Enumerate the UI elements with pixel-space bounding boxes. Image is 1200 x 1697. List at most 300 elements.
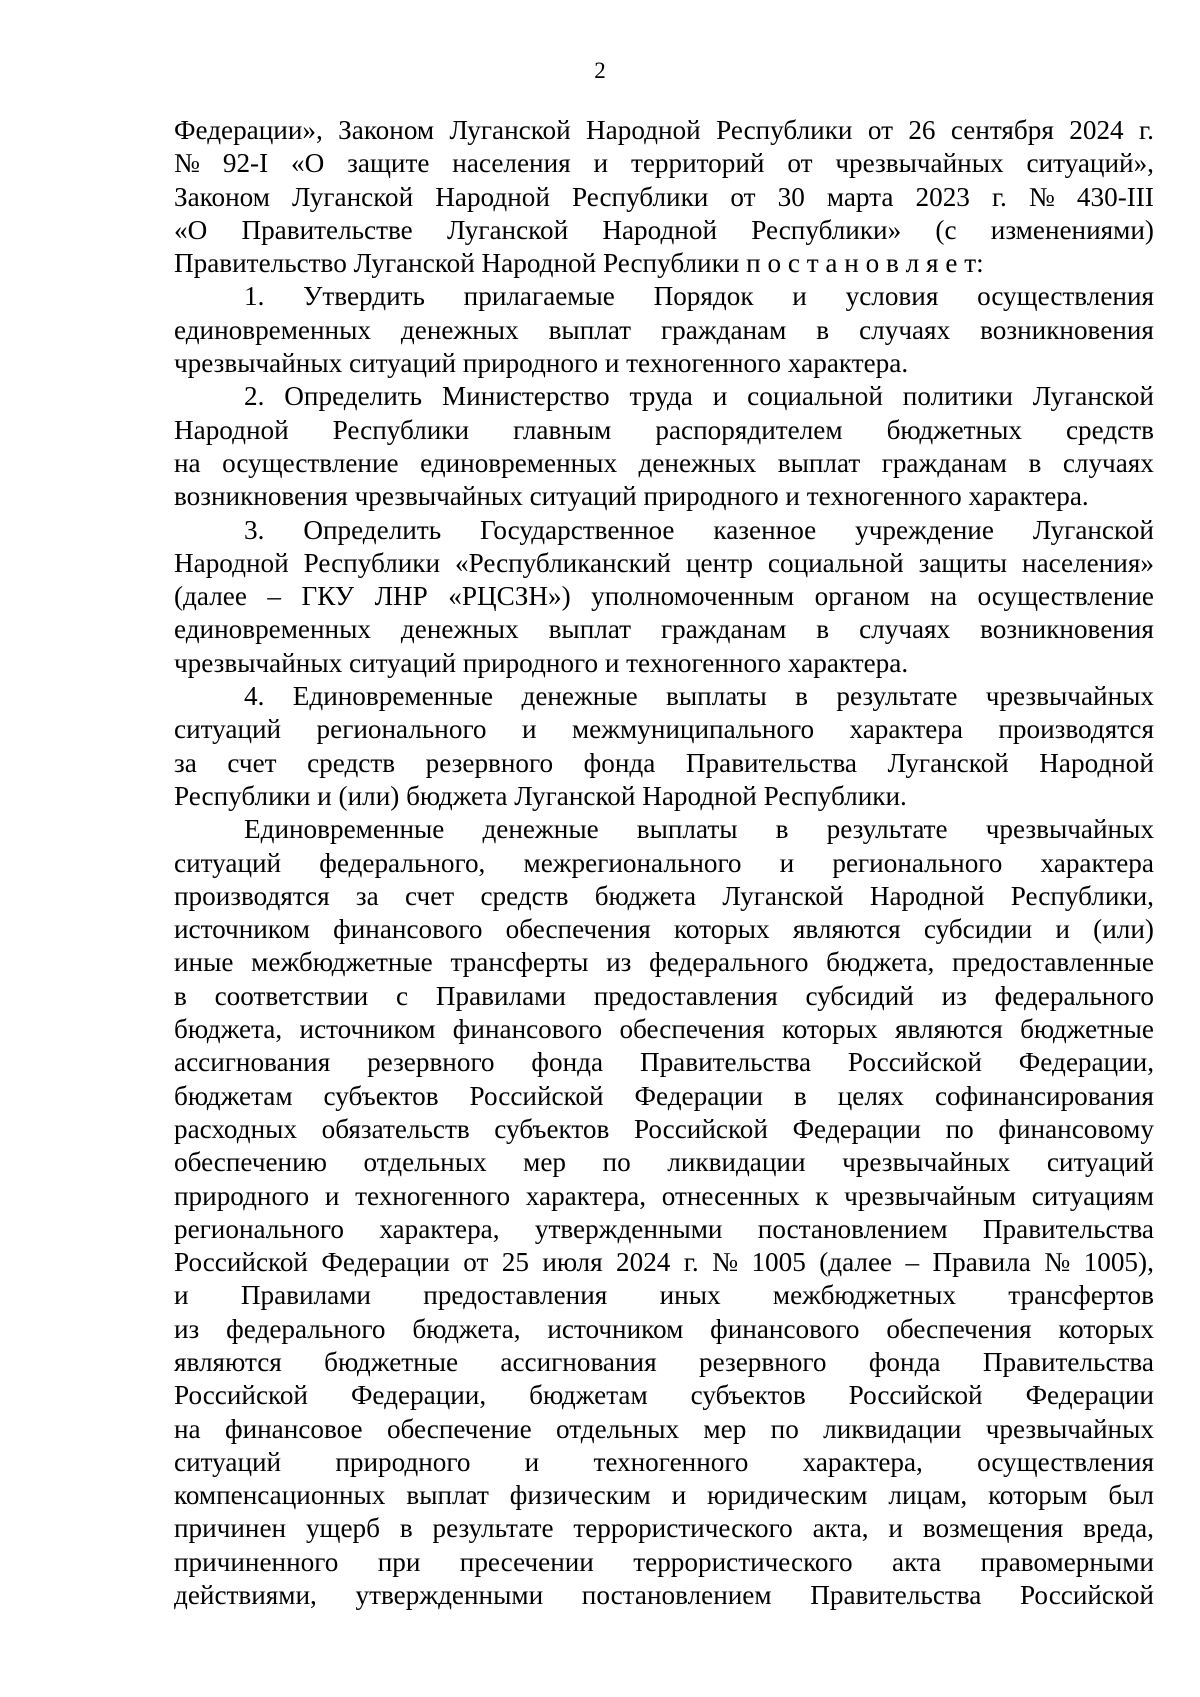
word: ликвидации: [667, 1147, 806, 1178]
word: регионального: [832, 847, 1003, 878]
word: предоставления: [423, 1280, 608, 1311]
word: чрезвычайных: [985, 814, 1154, 845]
word: 1005: [751, 1247, 806, 1278]
word: ЛНР: [374, 581, 428, 612]
word: Правилами: [435, 980, 566, 1011]
text-line: [174, 1113, 1154, 1146]
word: случаях: [859, 314, 951, 345]
word: финансового: [333, 914, 483, 945]
word: трансфертов: [1008, 1280, 1154, 1311]
word: Народной: [1039, 747, 1154, 778]
word: обеспечения: [505, 914, 651, 945]
word: межмуниципального: [571, 714, 815, 745]
word: «Республиканский: [454, 547, 671, 578]
word: –: [267, 581, 281, 612]
word: субъектов: [323, 1080, 439, 1111]
word: Утвердить: [303, 281, 425, 312]
word: возникновения: [980, 314, 1154, 345]
word: результате: [836, 681, 958, 712]
word: межбюджетные: [251, 947, 433, 978]
word: обязательств: [321, 1113, 470, 1144]
word: защите: [347, 148, 430, 179]
word: средств: [307, 747, 396, 778]
text-line: [174, 414, 1154, 447]
word: 3.: [244, 514, 265, 545]
word: природного: [335, 1446, 471, 1477]
word: межбюджетных: [772, 1280, 956, 1311]
word: выплат: [548, 614, 632, 645]
word: Народной: [174, 547, 289, 578]
word: из: [606, 947, 632, 978]
word: постановлением: [581, 1580, 772, 1611]
word: Луганской: [1032, 381, 1154, 412]
word: ущерб: [305, 1513, 380, 1544]
word: источником: [547, 1313, 684, 1344]
word: в: [795, 681, 808, 712]
word: результате: [826, 814, 948, 845]
word: от: [730, 181, 756, 212]
word: и: [521, 714, 537, 745]
text-line: [174, 1413, 1154, 1446]
word: Законом: [174, 181, 270, 212]
text-line: [174, 747, 1154, 780]
word: 2.: [244, 381, 265, 412]
word: обеспечение: [386, 1413, 532, 1444]
word: Луганской: [449, 115, 571, 145]
word: 2024: [616, 1247, 671, 1278]
word: результате: [432, 1513, 554, 1544]
word: юридическим: [707, 1480, 868, 1511]
word: федерального: [649, 947, 809, 978]
word: возмещения: [922, 1513, 1064, 1544]
word: территорий: [630, 148, 765, 179]
word: и: [1055, 914, 1070, 945]
text-line: [174, 613, 1154, 646]
word: источником: [174, 914, 310, 945]
word: Правила: [932, 1247, 1031, 1278]
word: чрезвычайных: [842, 1147, 1011, 1178]
word: гражданам: [661, 314, 787, 345]
word: и: [524, 1446, 540, 1477]
word: техногенного: [593, 1446, 749, 1477]
word: и: [671, 1480, 687, 1511]
word: №: [174, 148, 200, 179]
word: 26: [908, 115, 936, 145]
text-line: [174, 1512, 1154, 1545]
word: труда: [629, 381, 693, 412]
word: осуществления: [977, 1446, 1154, 1477]
word: выплат: [406, 1480, 489, 1511]
word: Республики,: [1010, 880, 1154, 911]
word: за: [355, 880, 379, 911]
word: ситуаций»,: [1026, 148, 1154, 179]
word: Республики: [303, 547, 440, 578]
word: которых: [1058, 1313, 1154, 1344]
word: г.: [991, 181, 1007, 212]
word: которым: [988, 1480, 1088, 1511]
word: чрезвычайных: [985, 681, 1154, 712]
word: Луганской: [1032, 514, 1154, 545]
word: Луганской: [446, 214, 569, 245]
text-line: возникновения чрезвычайных ситуаций природного и техногенного характера.: [174, 481, 1089, 512]
text-line: [174, 980, 1154, 1013]
word: счет: [227, 747, 277, 778]
word: регионального: [174, 1213, 344, 1244]
word: 430-III: [1076, 181, 1154, 212]
word: единовременных: [420, 447, 618, 478]
word: отнесенных: [661, 1180, 800, 1211]
word: –: [905, 1247, 920, 1278]
word: чрезвычайных: [835, 148, 1004, 179]
word: Государственное: [480, 514, 675, 545]
word: утвержденными: [355, 1580, 544, 1611]
word: Федерации: [321, 1247, 450, 1278]
word: Законом: [338, 115, 435, 145]
word: Российской: [1019, 1580, 1154, 1611]
word: г.: [683, 1247, 699, 1278]
word: (с: [935, 214, 957, 245]
word: по: [770, 1413, 799, 1444]
text-line: [174, 547, 1154, 580]
word: изменениями): [990, 214, 1154, 245]
word: пресечении: [459, 1546, 594, 1577]
word: бюджетам: [529, 1380, 648, 1411]
word: (далее: [819, 1247, 893, 1278]
word: на: [930, 581, 958, 612]
word: выплаты: [636, 814, 738, 845]
text-line: [174, 1080, 1154, 1113]
word: №: [1044, 1247, 1071, 1278]
word: главным: [513, 414, 612, 445]
word: и: [888, 1513, 903, 1544]
word: из: [941, 980, 967, 1011]
word: июля: [542, 1247, 603, 1278]
word: Республики: [571, 181, 709, 212]
word: бюджетных: [886, 414, 1022, 445]
word: в: [174, 980, 187, 1011]
text-line: [174, 580, 1154, 613]
word: денежных: [400, 614, 519, 645]
word: отдельных: [556, 1413, 680, 1444]
page-number: 2: [594, 58, 606, 83]
word: 30: [777, 181, 805, 212]
word: учреждение: [855, 514, 994, 545]
word: отдельных: [363, 1147, 487, 1178]
word: денежные: [482, 814, 599, 845]
word: которых: [781, 1014, 878, 1045]
word: межрегионального: [523, 847, 742, 878]
word: 1.: [244, 281, 265, 312]
word: Определить: [303, 514, 442, 545]
word: Федерации»,: [174, 115, 323, 145]
word: являются: [792, 914, 901, 945]
word: выплат: [548, 314, 632, 345]
word: федерального,: [319, 847, 486, 878]
word: Народной: [174, 414, 289, 445]
word: лицам,: [888, 1480, 968, 1511]
word: Российской: [633, 1113, 768, 1144]
word: федерального: [994, 980, 1154, 1011]
word: в: [816, 314, 830, 345]
word: резервного: [367, 1047, 495, 1078]
text-line: [174, 1279, 1154, 1312]
text-line: [174, 314, 1154, 347]
word: в: [399, 1513, 413, 1544]
word: характера: [849, 714, 963, 745]
word: гражданам: [661, 614, 787, 645]
word: финансового: [710, 1313, 860, 1344]
word: осуществление: [977, 581, 1154, 612]
word: мер: [703, 1413, 747, 1444]
word: ассигнования: [500, 1346, 657, 1377]
text-line: [174, 1046, 1154, 1079]
text-line: [174, 713, 1154, 746]
text-line: [174, 1013, 1154, 1046]
word: чрезвычайных: [985, 1413, 1154, 1444]
word: г.: [1139, 115, 1154, 145]
word: бюджета,: [826, 947, 935, 978]
word: «РЦСЗН»): [448, 581, 571, 612]
word: Правительства: [639, 1047, 812, 1078]
word: и: [324, 1180, 340, 1211]
word: был: [1108, 1480, 1154, 1511]
word: характера,: [802, 1446, 923, 1477]
text-line: [174, 1246, 1154, 1279]
word: мер: [523, 1147, 566, 1178]
text-line: [174, 1346, 1154, 1379]
word: условия: [845, 281, 939, 312]
word: фонда: [868, 1346, 941, 1377]
text-line: [174, 280, 1154, 313]
word: Российской: [847, 1047, 982, 1078]
text-line: [174, 1180, 1154, 1213]
word: осуществления: [977, 281, 1154, 312]
word: 25: [501, 1247, 529, 1278]
word: средств: [1065, 414, 1154, 445]
word: возникновения: [980, 614, 1154, 645]
text-line: [174, 847, 1154, 880]
word: казенное: [713, 514, 817, 545]
word: характера,: [379, 1213, 500, 1244]
word: субсидии: [923, 914, 1033, 945]
word: предоставления: [593, 980, 778, 1011]
word: осуществление: [222, 447, 399, 478]
word: по: [602, 1147, 631, 1178]
word: действиями,: [174, 1580, 317, 1611]
word: прилагаемые: [463, 281, 615, 312]
text-line: [174, 813, 1154, 846]
word: защиты: [918, 547, 1008, 578]
word: Народной: [602, 214, 717, 245]
word: причиненного: [174, 1546, 339, 1577]
word: по: [945, 1113, 974, 1144]
word: (или): [1093, 914, 1154, 945]
text-line: [174, 1479, 1154, 1512]
word: техногенного: [355, 1180, 511, 1211]
word: финансовое: [224, 1413, 363, 1444]
document-body: [174, 114, 1154, 1612]
word: бюджета,: [174, 1014, 283, 1045]
word: обеспечения: [619, 1014, 765, 1045]
word: субъектов: [690, 1380, 806, 1411]
word: Республики: [332, 414, 470, 445]
text-line: [174, 1146, 1154, 1179]
word: бюджетам: [174, 1080, 293, 1111]
word: (далее: [174, 581, 247, 612]
word: Федерации: [1025, 1380, 1154, 1411]
word: в: [793, 1080, 807, 1111]
word: населения: [452, 148, 571, 179]
word: Правилами: [240, 1280, 371, 1311]
word: соответствии: [214, 980, 369, 1011]
word: фонда: [583, 747, 656, 778]
word: Народной: [586, 115, 701, 145]
word: единовременных: [174, 614, 371, 645]
word: 4.: [244, 681, 265, 712]
text-line: [174, 1379, 1154, 1412]
word: природного: [174, 1180, 310, 1211]
word: выплат: [777, 447, 861, 478]
word: производятся: [998, 714, 1154, 745]
word: к: [815, 1180, 829, 1211]
word: Единовременные: [244, 814, 445, 845]
word: ситуаций: [174, 1446, 282, 1477]
text-line: чрезвычайных ситуаций природного и техногенного характера.: [174, 647, 909, 678]
word: резервного: [425, 747, 554, 778]
word: от: [463, 1247, 489, 1278]
text-line: [174, 114, 1154, 147]
word: на: [174, 1413, 201, 1444]
word: за: [174, 747, 197, 778]
word: резервного: [698, 1346, 827, 1377]
word: Луганской: [292, 181, 414, 212]
word: центр: [685, 547, 753, 578]
word: социальной: [767, 547, 904, 578]
word: Федерации: [792, 1113, 921, 1144]
text-line: [174, 880, 1154, 913]
word: ситуаций: [174, 714, 282, 745]
text-line: [174, 1546, 1154, 1579]
word: субсидий: [805, 980, 914, 1011]
word: вреда,: [1083, 1513, 1154, 1544]
word: социальной: [747, 381, 883, 412]
word: постановлением: [757, 1213, 948, 1244]
word: в: [816, 614, 830, 645]
word: уполномоченным: [591, 581, 795, 612]
word: бюджета,: [412, 1313, 521, 1344]
word: из: [174, 1313, 200, 1344]
word: характера: [1040, 847, 1154, 878]
word: являются: [894, 1014, 1003, 1045]
word: обеспечения: [886, 1313, 1032, 1344]
word: ГКУ: [301, 581, 355, 612]
word: которых: [674, 914, 770, 945]
word: производятся: [174, 880, 330, 911]
word: Народной: [869, 880, 985, 911]
word: Федерации,: [350, 1380, 487, 1411]
word: марта: [826, 181, 894, 212]
word: фонда: [531, 1047, 604, 1078]
word: расходных: [174, 1113, 297, 1144]
text-line: [174, 514, 1154, 547]
text-line: [174, 181, 1154, 214]
word: денежных: [400, 314, 519, 345]
text-line: [174, 447, 1154, 480]
word: от: [867, 115, 893, 145]
word: при: [377, 1546, 421, 1577]
text-line: [174, 946, 1154, 979]
word: счет: [405, 880, 455, 911]
word: Российской: [469, 1080, 604, 1111]
word: ассигнования: [174, 1047, 331, 1078]
word: органом: [814, 581, 910, 612]
word: акта,: [812, 1513, 869, 1544]
word: бюджета: [594, 880, 697, 911]
word: с: [396, 980, 409, 1011]
word: иных: [659, 1280, 721, 1311]
word: правомерными: [980, 1546, 1154, 1577]
word: террористического: [633, 1546, 853, 1577]
word: регионального: [316, 714, 487, 745]
word: 2024: [1069, 115, 1124, 145]
word: №: [1028, 181, 1055, 212]
text-line: [174, 214, 1154, 247]
word: источником: [299, 1014, 436, 1045]
word: Республики»: [751, 214, 902, 245]
word: предоставленные: [952, 947, 1154, 978]
word: Луганской: [722, 880, 844, 911]
word: являются: [174, 1346, 282, 1377]
word: Министерство: [442, 381, 610, 412]
text-line: чрезвычайных ситуаций природного и техногенного характера.: [174, 348, 909, 379]
word: субъектов: [494, 1113, 610, 1144]
word: Федерации: [634, 1080, 763, 1111]
word: от: [787, 148, 813, 179]
text-line: [174, 1213, 1154, 1246]
word: ликвидации: [823, 1413, 962, 1444]
text-line: [174, 1579, 1154, 1612]
word: финансовому: [998, 1113, 1154, 1144]
word: Порядок: [653, 281, 754, 312]
word: «О: [174, 214, 208, 245]
text-line: Правительство Луганской Народной Республики п о с т а н о в л я е т:: [174, 248, 984, 279]
word: софинансирования: [934, 1080, 1154, 1111]
word: ситуаций: [1046, 1147, 1154, 1178]
word: политики: [902, 381, 1013, 412]
word: ситуаций: [174, 847, 282, 878]
word: 2023: [915, 181, 970, 212]
word: Правительства: [810, 1580, 982, 1611]
word: населения»: [1022, 547, 1154, 578]
word: трансферты: [450, 947, 589, 978]
word: денежных: [638, 447, 757, 478]
word: Определить: [284, 381, 423, 412]
word: Российской: [848, 1380, 983, 1411]
word: акта: [892, 1546, 942, 1577]
word: и: [792, 281, 807, 312]
word: и: [779, 847, 795, 878]
word: характера,: [525, 1180, 646, 1211]
word: Правительстве: [241, 214, 413, 245]
word: гражданам: [881, 447, 1008, 478]
word: в: [1028, 447, 1042, 478]
word: выплаты: [666, 681, 767, 712]
word: и: [712, 381, 728, 412]
word: 92-I: [222, 148, 269, 179]
word: 1005),: [1083, 1247, 1154, 1278]
word: Правительства: [982, 1346, 1154, 1377]
word: компенсационных: [174, 1480, 386, 1511]
